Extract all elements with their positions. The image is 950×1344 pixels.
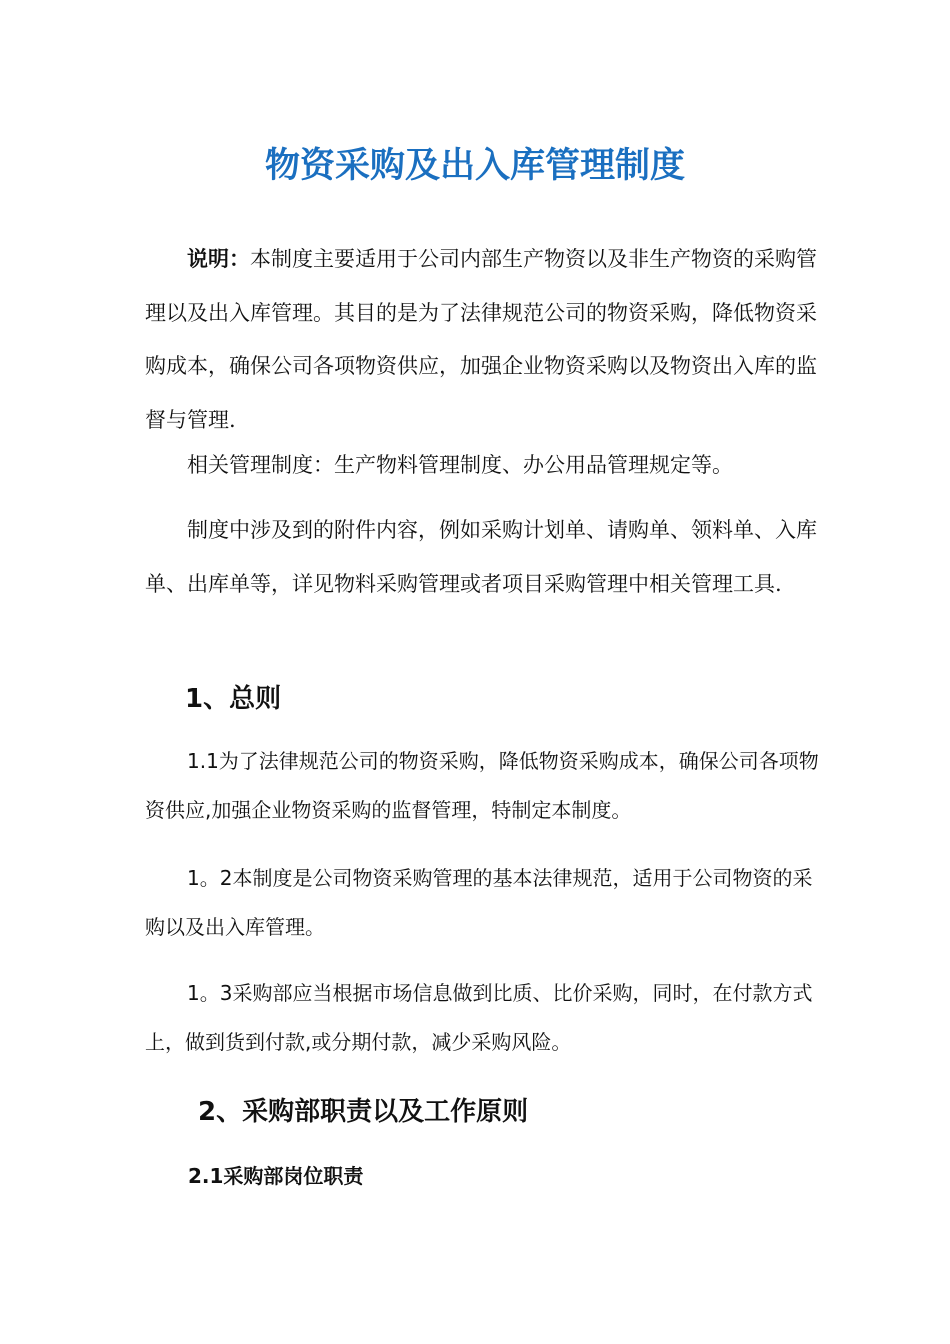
section1-item-1: 1.1为了法律规范公司的物资采购，降低物资采购成本，确保公司各项物资供应,加强企业物资采购的监督管理，特制定本制度。	[145, 749, 819, 822]
section1-item-2: 1。2本制度是公司物资采购管理的基本法律规范，适用于公司物资的采购以及出入库管理。	[145, 866, 813, 939]
section2-subheading: 2.1采购部岗位职责	[188, 1164, 364, 1188]
intro-body: 本制度主要适用于公司内部生产物资以及非生产物资的采购管理以及出入库管理。其目的是为了法律规范公司的物资采购，降低物资采购成本，确保公司各项物资供应，加强企业物资采购以及物资出入库的监督与管理.	[145, 247, 817, 432]
section1-item-3: 1。3采购部应当根据市场信息做到比质、比价采购，同时，在付款方式上，做到货到付款,或分期付款，减少采购风险。	[145, 981, 813, 1054]
section2-heading: 2、采购部职责以及工作原则	[198, 1097, 529, 1127]
intro-paragraph	[145, 232, 825, 447]
related-paragraph: 相关管理制度：生产物料管理制度、办公用品管理规定等。	[187, 453, 733, 477]
intro-lead: 说明：	[187, 246, 250, 271]
section1-heading: 1、总则	[185, 684, 282, 714]
attachments-paragraph: 制度中涉及到的附件内容，例如采购计划单、请购单、领料单、入库单、出库单等，详见物料采购管理或者项目采购管理中相关管理工具.	[145, 518, 817, 596]
document-title: 物资采购及出入库管理制度	[264, 146, 685, 186]
